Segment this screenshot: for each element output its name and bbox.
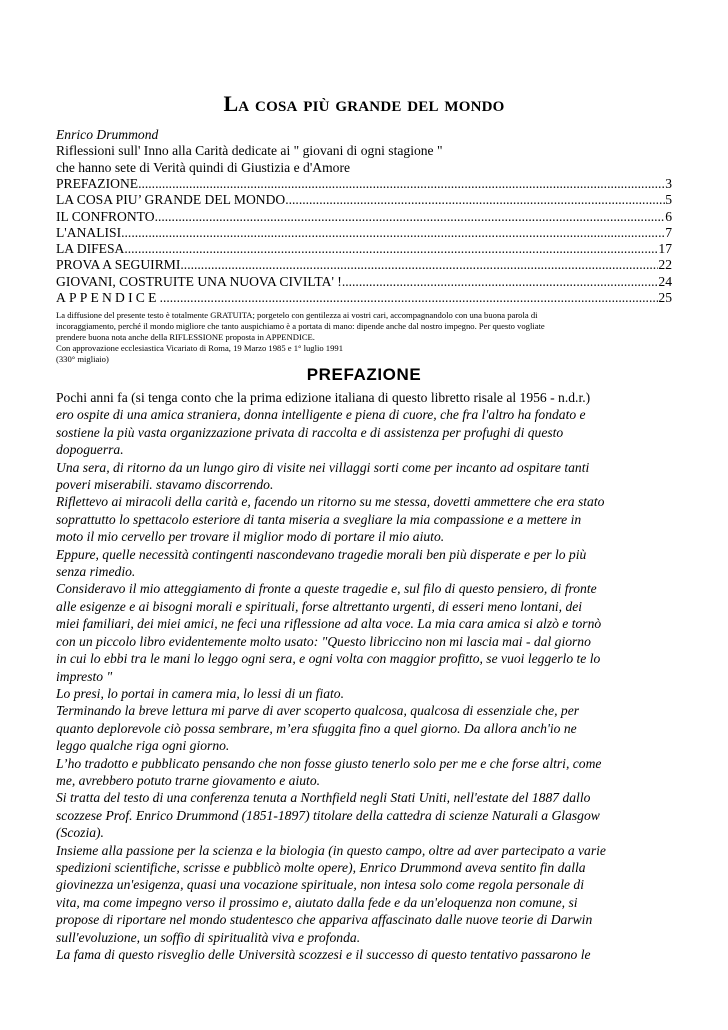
body-line: con un piccolo libro evidentemente molto usato: "Questo libriccino non mi lascia mai - dal giorno (56, 633, 591, 649)
toc-leader-dots (160, 290, 659, 306)
note-line: prendere buona nota anche della RIFLESSIONE proposta in APPENDICE. (56, 332, 315, 342)
body-line: L’ho tradotto e pubblicato pensando che non fosse giusto tenerlo solo per me e che forse altri, come (56, 755, 602, 771)
toc-entry-label: APPENDICE (56, 290, 160, 306)
body-line: leggo qualche riga ogni giorno. (56, 738, 230, 754)
note-line: Con approvazione ecclesiastica Vicariato di Roma, 19 Marzo 1985 e 1° luglio 1991 (56, 343, 343, 353)
body-line: Riflettevo ai miracoli della carità e, facendo un ritorno su me stessa, dovetti ammettere che era stato (56, 494, 605, 510)
toc-entry-page: 3 (665, 176, 672, 191)
subtitle-line: che hanno sete di Verità quindi di Giustizia e d'Amore (56, 159, 351, 175)
note-line: La diffusione del presente testo è totalmente GRATUITA; porgetelo con gentilezza ai vostri cari, accompagnandolo con una buona parola di (56, 310, 538, 320)
body-line: Si tratta del testo di una conferenza tenuta a Northfield negli Stati Uniti, nell'estate del 1887 dallo (56, 790, 591, 806)
body-line: poveri miserabili. stavamo discorrendo. (56, 477, 274, 493)
body-line: Insieme alla passione per la scienza e la biologia (in questo campo, oltre ad aver partecipato a varie (56, 842, 606, 858)
toc-entry-la-difesa[interactable] (56, 241, 672, 257)
toc-entry-l-analisi[interactable] (56, 225, 672, 241)
toc-leader-dots (121, 225, 665, 241)
toc-entry-prefazione[interactable] (56, 176, 672, 192)
body-line: in cui lo ebbi tra le mani lo leggo ogni sera, e ogni volta con maggior profitto, se vuoi leggerlo te lo (56, 651, 601, 667)
toc-entry-la-cosa-piu-grande[interactable] (56, 192, 672, 208)
document-title: La cosa più grande del mondo (223, 91, 505, 116)
body-line: impresto " (56, 668, 113, 684)
body-line: dopoguerra. (56, 442, 124, 458)
note-line: (330° migliaio) (56, 354, 109, 364)
body-line: Eppure, quelle necessità contingenti nascondevano tragedie morali ben più disperate e per lo più (56, 546, 587, 562)
body-line: La fama di questo risveglio delle Università scozzesi e il successo di questo tentativo passarono le (56, 947, 591, 962)
toc-entry-label: PROVA A SEGUIRMI (56, 257, 181, 273)
toc-entry-page: 25 (658, 290, 672, 306)
body-line: Consideravo il mio atteggiamento di fronte a queste tragedie e, sul filo di questo pensiero, di fronte (56, 581, 597, 597)
table-of-contents (56, 176, 672, 306)
toc-entry-label: PREFAZIONE (56, 176, 139, 191)
toc-leader-dots (155, 209, 666, 225)
body-line: ero ospite di una amica straniera, donna intelligente e piena di cuore, che fra l'altro ha fondato e (56, 407, 586, 423)
body-line: moto il mio cervello per trovare il miglior modo di portare il mio aiuto. (56, 529, 445, 545)
toc-leader-dots (180, 257, 658, 273)
body-line: Pochi anni fa (si tenga conto che la prima edizione italiana di questo libretto risale al 1956 - n.d.r.) (56, 390, 591, 405)
toc-entry-page: 7 (665, 224, 672, 240)
toc-entry-page: 6 (665, 208, 672, 224)
toc-entry-label: L'ANALISI (56, 224, 122, 240)
preface-body (56, 389, 672, 963)
toc-leader-dots (342, 274, 659, 290)
body-line: (Scozia). (56, 825, 104, 841)
document-meta (56, 127, 672, 176)
toc-entry-prova-a-seguirmi[interactable] (56, 257, 672, 273)
body-line: sull'evoluzione, un soffio di spiritualità viva e profonda. (56, 929, 361, 945)
body-line: miei familiari, dei miei amici, ne feci una riflessione ad alta voce. La mia cara amica si alzò e tornò (56, 616, 602, 632)
body-line: alle esigenze e ai bisogni morali e spirituali, forse altrettanto urgenti, di esseri meno lontani, dei (56, 598, 583, 614)
body-line: Una sera, di ritorno da un lungo giro di visite nei villaggi sorti come per incanto ad ospitare tanti (56, 459, 590, 475)
toc-entry-page: 5 (665, 192, 672, 208)
body-line: vita, ma come impegno verso il prossimo e, aiutato dalla fede e da un'eloquenza non comune, si (56, 894, 578, 910)
toc-entry-appendice[interactable] (56, 290, 672, 306)
body-line: senza rimedio. (56, 564, 136, 580)
toc-entry-giovani[interactable] (56, 274, 672, 290)
toc-entry-label: IL CONFRONTO (56, 208, 155, 224)
section-heading: PREFAZIONE (306, 365, 422, 384)
toc-leader-dots (124, 241, 658, 257)
author-name: Enrico Drummond (56, 127, 159, 142)
body-line: giovinezza un'esigenza, quasi una vocazione spirituale, non intesa solo come regola personale di (56, 877, 584, 893)
toc-entry-page: 24 (658, 273, 672, 289)
body-line: quanto deplorevole ciò possa sembrare, m’era sfuggita fino a quel giorno. Da allora anch'io ne (56, 720, 577, 736)
body-line: spedizioni scientifiche, scrisse e pubblicò molte opere), Enrico Drummond aveva sentito fin dalla (56, 859, 586, 875)
distribution-note (56, 310, 672, 365)
toc-entry-label: GIOVANI, COSTRUITE UNA NUOVA CIVILTA' ! (56, 273, 342, 289)
toc-leader-dots (138, 176, 665, 192)
toc-leader-dots (285, 192, 665, 208)
body-line: Lo presi, lo portai in camera mia, lo lessi di un fiato. (56, 685, 344, 701)
note-line: incoraggiamento, perché il mondo migliore che tanto auspichiamo è a portata di mano: dipende anche dal nostro impegno. Per questo vogliate (56, 321, 545, 331)
toc-entry-label: LA DIFESA (56, 241, 125, 257)
toc-entry-label: LA COSA PIU’ GRANDE DEL MONDO (56, 192, 286, 208)
body-line: sostiene la più vasta organizzazione privata di raccolta e di assistenza per profughi di questo (56, 424, 564, 440)
toc-entry-page: 22 (658, 257, 672, 273)
toc-entry-il-confronto[interactable] (56, 209, 672, 225)
body-line: me, avrebbero potuto trarne giovamento e aiuto. (56, 772, 321, 788)
body-line: soprattutto lo spettacolo esteriore di tanta miseria a svegliare la mia compassione e a mettere in (56, 511, 582, 527)
subtitle-line: Riflessioni sull' Inno alla Carità dedicate ai " giovani di ogni stagione " (56, 143, 443, 159)
body-line: Terminando la breve lettura mi parve di aver scoperto qualcosa, qualcosa di essenziale che, per (56, 703, 580, 719)
toc-entry-page: 17 (658, 241, 672, 257)
body-line: scozzese Prof. Enrico Drummond (1851-1897) titolare della cattedra di scienze Naturali a Glasgow (56, 807, 600, 823)
body-line: propose di riportare nel mondo studentesco che appariva affascinato dalle nuove teorie di Darwin (56, 912, 593, 928)
